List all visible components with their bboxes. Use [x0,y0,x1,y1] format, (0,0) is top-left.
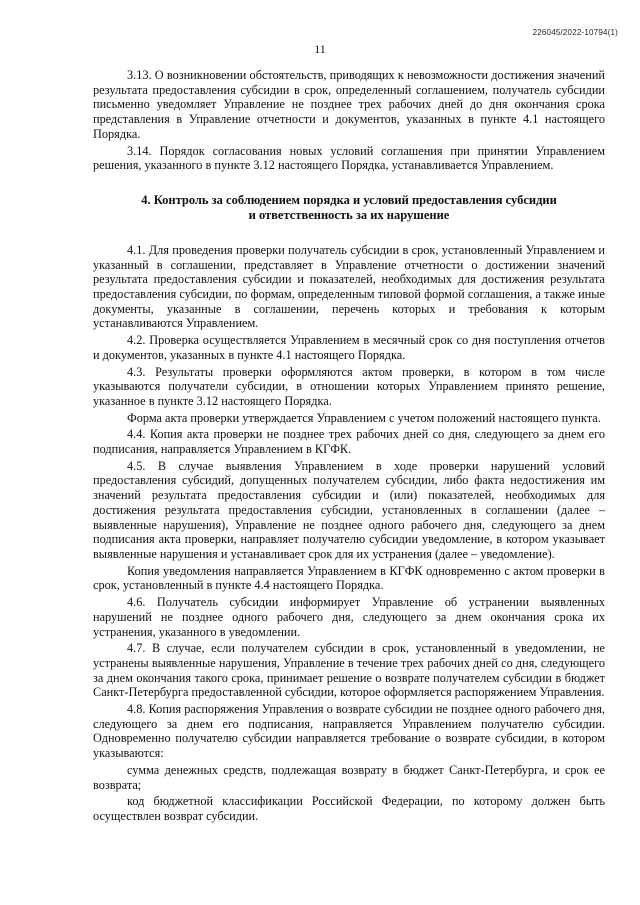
paragraph-4-7: 4.7. В случае, если получателем субсидии в срок, установленный в уведомлении, не устранены выявленные нарушения, Управление в течение трех рабочих дней со дня, следующего за днем окончания такого срока, принимает решение о возврате получателем субсидии в бюджет Санкт-Петербурга предоставленной субсидии, которое оформляется распоряжением Управления. [93,641,605,700]
paragraph-4-8-budget-code: код бюджетной классификации Российской Федерации, по которому должен быть осуществлен возврат субсидии. [93,794,605,823]
document-body [93,68,605,824]
section-heading-line-1: 4. Контроль за соблюдением порядка и условий предоставления субсидии [141,192,557,207]
paragraph-4-8-amount: сумма денежных средств, подлежащая возврату в бюджет Санкт-Петербурга, и срок ее возврата; [93,762,605,792]
paragraph-4-2: 4.2. Проверка осуществляется Управлением в месячный срок со дня поступления отчетов и документов, указанных в пункте 4.1 настоящего Порядка. [93,333,605,362]
paragraph-4-3-form: Форма акта проверки утверждается Управлением с учетом положений настоящего пункта. [127,410,601,425]
paragraph-4-6: 4.6. Получатель субсидии информирует Управление об устранении выявленных нарушений не позднее одного рабочего дня, следующего за днем окончания срока их устранения, указанного в уведомлении. [93,595,605,639]
paragraph-4-3: 4.3. Результаты проверки оформляются актом проверки, в котором в том числе указываются получатели субсидии, в отношении которых Управлением принято решение, указанное в пункте 3.12 настоящего Порядка. [93,364,605,408]
paragraph-4-5: 4.5. В случае выявления Управлением в ходе проверки нарушений условий предоставления субсидий, допущенных получателем субсидии, либо факта недостижения им значений результата предоставления субсидии и (или) показателей, необходимых для достижения результата предоставления субсидии, установленных в соглашении (далее – выявленные нарушения), Управление не позднее одного рабочего дня, следующего за днем подписания акта проверки, направляет получателю субсидии уведомление, в котором указывает выявленные нарушения и устанавливает срок для их устранения (далее – уведомление). [93,458,605,561]
section-heading [93,193,605,223]
document-registration-number: 226045/2022-10794(1) [532,28,618,37]
paragraph-4-8: 4.8. Копия распоряжения Управления о возврате субсидии не позднее одного рабочего дня, следующего за днем его подписания, направляется Управлением получателю субсидии. Одновременно получателю субсидии направляется требование о возврате субсидии, в котором указываются: [93,702,605,761]
paragraph-4-4: 4.4. Копия акта проверки не позднее трех рабочих дней со дня, следующего за днем его подписания, направляется Управлением в КГФК. [93,427,605,457]
paragraph-3-14: 3.14. Порядок согласования новых условий соглашения при принятии Управлением решения, указанного в пункте 3.12 настоящего Порядка, устанавливается Управлением. [93,143,605,173]
page-number: 11 [314,42,326,56]
paragraph-3-13: 3.13. О возникновении обстоятельств, приводящих к невозможности достижения значений результата предоставления субсидии в срок, определенный соглашением, получатель субсидии письменно уведомляет Управление не позднее трех рабочих дней до дня окончания срока представления в Управление отчетности и документов, указанных в пункте 4.1 настоящего Порядка. [93,68,605,141]
paragraph-4-5-copy: Копия уведомления направляется Управлением в КГФК одновременно с актом проверки в срок, установленный в пункте 4.4 настоящего Порядка. [93,563,605,593]
paragraph-4-1: 4.1. Для проведения проверки получатель субсидии в срок, установленный Управлением и указанный в соглашении, представляет в Управление отчетности о достижении значений результата предоставления субсидии и показателей, необходимых для достижения результата предоставления субсидии, по формам, определенным типовой формой соглашения, а также иные документы, указанные в соглашении, перечень которых и требования к которым устанавливаются Управлением. [93,242,605,331]
section-heading-line-2: и ответственность за их нарушение [248,207,450,222]
